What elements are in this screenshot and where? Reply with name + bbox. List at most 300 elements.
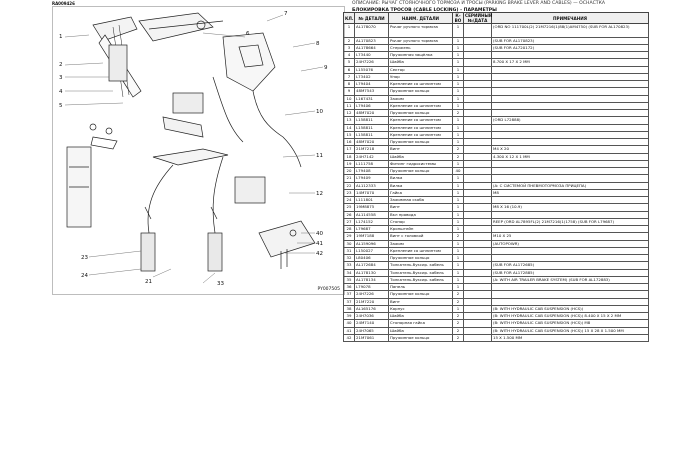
table-row (344, 182, 649, 189)
table-row (344, 327, 649, 334)
cell-serial (464, 124, 492, 131)
cell-part-number: 24H7226 (355, 291, 389, 298)
cell-key: 7 (344, 73, 355, 80)
cell-part-name: Толкатель-буксир. кабель (389, 269, 453, 276)
cell-notes: (SUB FOR AL170823) (492, 37, 649, 44)
table-row (344, 218, 649, 225)
cell-part-name: Зажим (389, 240, 453, 247)
col-header-serial: СЕРИЙНЫЙ №/ДАТА (465, 13, 493, 23)
callout-8: 8 (316, 41, 320, 47)
cell-serial (464, 160, 492, 167)
cell-qty: 1 (453, 284, 464, 291)
cell-part-number: 21M7220 (355, 298, 389, 305)
col-header-qty: К-ВО (453, 13, 464, 24)
cell-key: 12 (344, 110, 355, 117)
cell-part-name: Крепление со шплинтом (389, 124, 453, 131)
cell-key: 28 (344, 226, 355, 233)
table-row (344, 117, 649, 124)
side-bracket (235, 177, 265, 203)
cell-notes: M10 X 25 (492, 233, 649, 240)
table-row (344, 334, 649, 341)
cell-key: 32 (344, 255, 355, 262)
drawing-id: PY007505 (317, 287, 340, 292)
callout-33: 33 (217, 281, 224, 287)
cell-key: 36 (344, 284, 355, 291)
cell-notes: (SUB FOR AL172685) (492, 262, 649, 269)
cell-key: 41 (344, 327, 355, 334)
cable-left (148, 165, 173, 233)
table-row (344, 24, 649, 38)
cell-part-name: Винт с головкой (389, 233, 453, 240)
cell-serial (464, 189, 492, 196)
cell-part-name: Пружинное кольцо (389, 168, 453, 175)
cell-qty: 1 (453, 139, 464, 146)
cell-qty: 1 (453, 81, 464, 88)
cell-notes (492, 255, 649, 262)
table-row (344, 255, 649, 262)
cell-qty: 1 (453, 276, 464, 283)
table-row (344, 52, 649, 59)
table-row (344, 88, 649, 95)
cell-serial (464, 44, 492, 51)
cell-serial (464, 298, 492, 305)
cell-key: 31 (344, 247, 355, 254)
cell-part-number: L167431 (355, 95, 389, 102)
cover-panel (223, 33, 275, 91)
cell-notes: (B: WITH HYDRAULIC CAB SUSPENSION (HCS)) 8.400 X 15 X 2 MM (492, 313, 649, 320)
cell-notes: 8.700 X 17 X 2 MM (492, 59, 649, 66)
cell-key: 29 (344, 233, 355, 240)
callout-40: 40 (316, 231, 323, 237)
cell-qty: 2 (453, 153, 464, 160)
cell-notes (492, 291, 649, 298)
cell-notes: (B: WITH HYDRAULIC CAB SUSPENSION (HCS)) (492, 305, 649, 312)
cell-notes: REEP (ORD AL7895FL(2) 21M7216(1)1758) (SUB FOR L79687) (492, 218, 649, 225)
cell-part-name: Пружинная защёлка (389, 52, 453, 59)
spring-detail (145, 207, 217, 219)
cell-qty: 1 (453, 59, 464, 66)
cell-qty: 1 (453, 24, 464, 38)
cell-part-name: Крепление со шплинтом (389, 102, 453, 109)
cell-part-number: 24M7140 (355, 320, 389, 327)
cell-part-name: Пружинное кольцо (389, 255, 453, 262)
cell-part-number: 21M7218 (355, 146, 389, 153)
cell-serial (464, 52, 492, 59)
cell-notes (492, 211, 649, 218)
cell-key: 40 (344, 320, 355, 327)
cell-key: 23 (344, 189, 355, 196)
cell-part-number: 21M7061 (355, 334, 389, 341)
cell-notes (492, 52, 649, 59)
section-title: БЛОКИРОВКА ТРОСОВ (CABLE LOCKING) - ПАРАМЕТРЫ (352, 8, 497, 13)
cell-part-number: L111801 (355, 197, 389, 204)
cell-qty: 1 (453, 66, 464, 73)
cell-key: 34 (344, 269, 355, 276)
cell-part-number: AL112333 (355, 182, 389, 189)
cell-notes (492, 81, 649, 88)
cell-part-number: AL170823 (355, 37, 389, 44)
cell-notes (492, 95, 649, 102)
table-row (344, 305, 649, 312)
cell-part-name: Пружинное кольцо (389, 291, 453, 298)
cell-notes: (SUB FOR AL720172) (492, 44, 649, 51)
cell-serial (464, 37, 492, 44)
cell-notes (492, 226, 649, 233)
cell-serial (464, 226, 492, 233)
col-header-notes: ПРИМЕЧАНИЯ (492, 13, 649, 24)
cell-qty: 1 (453, 102, 464, 109)
cell-part-number: L73402 (355, 73, 389, 80)
table-row (344, 233, 649, 240)
cell-key: 35 (344, 276, 355, 283)
cell-key: 6 (344, 66, 355, 73)
cell-part-name: Крепление со шплинтом (389, 247, 453, 254)
cell-serial (464, 182, 492, 189)
cell-qty: 1 (453, 95, 464, 102)
cell-serial (464, 131, 492, 138)
table-row (344, 102, 649, 109)
cell-part-number: L158811 (355, 131, 389, 138)
callout-10: 10 (316, 109, 323, 115)
cell-part-number: 48M7020 (355, 110, 389, 117)
cell-key: 10 (344, 95, 355, 102)
cell-qty: 2 (453, 320, 464, 327)
cell-notes (492, 88, 649, 95)
cell-notes: M8 (492, 189, 649, 196)
cell-part-number: L79404 (355, 81, 389, 88)
callout-11: 11 (316, 153, 323, 159)
callout-7: 7 (284, 11, 288, 17)
table-row (344, 81, 649, 88)
cell-key: 21 (344, 175, 355, 182)
cell-serial (464, 81, 492, 88)
cell-qty: 1 (453, 117, 464, 124)
cell-part-number: L155076 (355, 66, 389, 73)
cell-serial (464, 247, 492, 254)
cell-qty: 1 (453, 255, 464, 262)
lock-plate (91, 137, 117, 149)
cell-part-number: AL178134 (355, 276, 389, 283)
cell-part-number: AL178664 (355, 44, 389, 51)
cell-notes (492, 139, 649, 146)
cell-part-number: L158811 (355, 124, 389, 131)
cell-notes: (A: WITH AIR TRAILER BRAKE SYSTEM) (SUB FOR AL172883) (492, 276, 649, 283)
cell-part-number: L174152 (355, 218, 389, 225)
cable-end-right (208, 233, 222, 271)
cell-part-name: Стопор (389, 218, 453, 225)
cable-end-left (141, 233, 155, 271)
cell-key: 18 (344, 153, 355, 160)
cell-notes (492, 175, 649, 182)
cell-part-number: 24H7142 (355, 153, 389, 160)
cell-part-name: Шайба (389, 153, 453, 160)
cell-serial (464, 146, 492, 153)
washer-icon (90, 124, 96, 130)
table-row (344, 168, 649, 175)
cell-key: 9 (344, 88, 355, 95)
cell-part-name: Винт (389, 146, 453, 153)
cell-qty: 1 (453, 240, 464, 247)
table-row (344, 44, 649, 51)
cell-key: 14 (344, 124, 355, 131)
cell-notes (492, 284, 649, 291)
cell-serial (464, 276, 492, 283)
cell-key: 39 (344, 313, 355, 320)
cell-notes (492, 298, 649, 305)
cell-part-name: Вилка (389, 175, 453, 182)
sector-plate (109, 45, 127, 81)
table-row (344, 139, 649, 146)
callout-4: 4 (59, 89, 63, 95)
table-row (344, 291, 649, 298)
cell-serial (464, 168, 492, 175)
cell-notes: (ORD L72888) (492, 117, 649, 124)
table-row (344, 240, 649, 247)
cell-key: 11 (344, 102, 355, 109)
cell-part-number: AL159096 (355, 240, 389, 247)
cell-part-name: Толкатель-буксир. кабель (389, 276, 453, 283)
callout-5: 5 (59, 103, 63, 109)
cell-key: 4 (344, 52, 355, 59)
cell-serial (464, 305, 492, 312)
callout-2: 2 (59, 62, 63, 68)
cell-qty: 1 (453, 131, 464, 138)
cell-qty: 1 (453, 226, 464, 233)
table-row (344, 269, 649, 276)
cell-part-number: AL172684 (355, 262, 389, 269)
table-row (344, 197, 649, 204)
cell-serial (464, 102, 492, 109)
cell-serial (464, 139, 492, 146)
cell-part-name: Шайба (389, 313, 453, 320)
pin-icon (106, 128, 112, 134)
cell-notes: M4 X 20 (492, 146, 649, 153)
cell-serial (464, 175, 492, 182)
cell-serial (464, 211, 492, 218)
cell-key: 13 (344, 117, 355, 124)
cell-qty: 1 (453, 124, 464, 131)
cell-part-number: AL178070 (355, 24, 389, 38)
cell-part-name: Рычаг ручного тормоза (389, 37, 453, 44)
cell-notes: 15 X 1.500 MM (492, 334, 649, 341)
cell-qty: 1 (453, 73, 464, 80)
cell-key: 17 (344, 146, 355, 153)
cell-qty: 1 (453, 269, 464, 276)
cell-key: 19 (344, 160, 355, 167)
cell-part-number: L158811 (355, 117, 389, 124)
table-row (344, 66, 649, 73)
cell-qty: 1 (453, 189, 464, 196)
callout-41: 41 (316, 241, 323, 247)
callout-24: 24 (81, 273, 88, 279)
cell-serial (464, 313, 492, 320)
cell-qty: 1 (453, 197, 464, 204)
cell-serial (464, 73, 492, 80)
cell-notes: 4.300 X 12 X 1 MM (492, 153, 649, 160)
cell-serial (464, 240, 492, 247)
table-row (344, 73, 649, 80)
cell-qty: 1 (453, 204, 464, 211)
cell-key: 42 (344, 334, 355, 341)
cell-part-number: 19M7188 (355, 233, 389, 240)
cell-qty: 1 (453, 182, 464, 189)
cell-notes (492, 124, 649, 131)
cell-qty: 2 (453, 298, 464, 305)
parts-table (343, 12, 649, 342)
cell-part-name: Упор (389, 73, 453, 80)
cell-part-number: L150027 (355, 247, 389, 254)
cell-notes: (SUB FOR AL172885) (492, 269, 649, 276)
cell-qty: 2 (453, 327, 464, 334)
cell-part-number: 24H7065 (355, 327, 389, 334)
cell-notes: (B: WITH HYDRAULIC CAB SUSPENSION (HCS)) M8 (492, 320, 649, 327)
cell-serial (464, 269, 492, 276)
cell-qty: 1 (453, 175, 464, 182)
table-row (344, 262, 649, 269)
cell-part-number: L80406 (355, 255, 389, 262)
cell-qty: 1 (453, 305, 464, 312)
table-row (344, 211, 649, 218)
table-row (344, 153, 649, 160)
cell-notes: (ORD NO 111700L(2) 21M7216(1)88(1)AM4750) (SUB FOR AL170823) (492, 24, 649, 38)
cell-part-name: Вилка (389, 182, 453, 189)
table-row (344, 313, 649, 320)
table-row (344, 110, 649, 117)
cell-qty: 2 (453, 233, 464, 240)
cell-serial (464, 291, 492, 298)
cell-serial (464, 88, 492, 95)
cell-part-name: Винт (389, 298, 453, 305)
cell-part-name: Корпус (389, 305, 453, 312)
parts-table-body (344, 24, 649, 342)
cell-part-number: AL114558 (355, 211, 389, 218)
lever-handle (93, 17, 137, 41)
callout-23: 23 (81, 255, 88, 261)
cell-serial (464, 218, 492, 225)
callout-6: 6 (246, 31, 250, 37)
cell-notes (492, 73, 649, 80)
cell-notes: M8 X 16 (10.9) (492, 204, 649, 211)
cell-part-number: 48M7020 (355, 139, 389, 146)
cell-part-name: Пружинное кольцо (389, 88, 453, 95)
cell-qty: 2 (453, 110, 464, 117)
cell-qty: 1 (453, 247, 464, 254)
cell-part-name: Гайка (389, 189, 453, 196)
cell-notes (492, 131, 649, 138)
cell-part-name: Стержень (389, 44, 453, 51)
cell-qty: 1 (453, 37, 464, 44)
cell-part-number: L111758 (355, 160, 389, 167)
cell-key: 22 (344, 182, 355, 189)
table-row (344, 276, 649, 283)
cell-serial (464, 197, 492, 204)
cell-serial (464, 117, 492, 124)
cell-serial (464, 24, 492, 38)
cable-mid (213, 77, 243, 142)
cell-part-name: Шайба (389, 327, 453, 334)
cell-notes (492, 160, 649, 167)
cell-part-name: Пружинное кольцо (389, 334, 453, 341)
cell-part-number: 14M7070 (355, 189, 389, 196)
upper-bracket (139, 13, 213, 41)
diagram-svg (53, 7, 344, 294)
callout-9: 9 (324, 65, 328, 71)
table-row (344, 204, 649, 211)
cell-qty: 2 (453, 146, 464, 153)
cell-part-name: Крепление со шплинтом (389, 117, 453, 124)
table-row (344, 146, 649, 153)
cell-notes (492, 102, 649, 109)
header-description: ОПИСАНИЕ: РЫЧАГ СТОЯНОЧНОГО ТОРМОЗА И ТРОСЫ (PARKING BRAKE LEVER AND CABLES) — ОСНАСТКА (352, 1, 606, 6)
cell-part-name: Шайба (389, 59, 453, 66)
col-header-part-number: № ДЕТАЛИ (355, 13, 389, 24)
cell-part-name: Зажимная скоба (389, 197, 453, 204)
cell-key: 37 (344, 291, 355, 298)
cell-part-number: L79408 (355, 168, 389, 175)
table-row (344, 247, 649, 254)
exploded-parts-diagram (52, 6, 345, 295)
cell-part-name: Крепление со шплинтом (389, 131, 453, 138)
cell-notes: (AUTOPOWR) (492, 240, 649, 247)
table-row (344, 189, 649, 196)
table-row (344, 95, 649, 102)
cell-qty: 1 (453, 160, 464, 167)
cell-part-name: Кронштейн (389, 226, 453, 233)
cell-serial (464, 334, 492, 341)
cell-qty: 1 (453, 218, 464, 225)
clamp-base (163, 117, 203, 137)
cell-serial (464, 204, 492, 211)
cell-key: 38 (344, 305, 355, 312)
cell-serial (464, 255, 492, 262)
cell-part-number: 48M7543 (355, 88, 389, 95)
cell-qty: 40 (453, 168, 464, 175)
cell-key: 30 (344, 240, 355, 247)
cell-serial (464, 66, 492, 73)
cable-mount (153, 149, 228, 165)
cell-notes (492, 247, 649, 254)
cell-key: 1 (344, 24, 355, 38)
cell-serial (464, 59, 492, 66)
table-row (344, 320, 649, 327)
cell-part-name: Вкл провода (389, 211, 453, 218)
cell-part-number: 24H7036 (355, 313, 389, 320)
callout-42: 42 (316, 251, 323, 257)
clamp-bracket (173, 93, 203, 113)
cell-key: 2 (344, 37, 355, 44)
cell-qty: 1 (453, 211, 464, 218)
cell-serial (464, 110, 492, 117)
table-header-row (344, 13, 649, 24)
cell-part-name: Зажим (389, 95, 453, 102)
table-row (344, 226, 649, 233)
cell-key: 16 (344, 139, 355, 146)
cell-part-name: Пружинное кольцо (389, 139, 453, 146)
cell-notes: (A: С СИСТЕМОЙ ПНЕВМОТОРМОЗА ПРИЦЕПА) (492, 182, 649, 189)
table-row (344, 37, 649, 44)
table-row (344, 160, 649, 167)
cell-serial (464, 153, 492, 160)
cell-serial (464, 95, 492, 102)
callout-21: 21 (145, 279, 152, 285)
cell-notes (492, 168, 649, 175)
cell-serial (464, 233, 492, 240)
cell-key: 15 (344, 131, 355, 138)
cell-part-name: Фитинг гидросистемы (389, 160, 453, 167)
col-header-part-name: НАИМ. ДЕТАЛИ (389, 13, 453, 24)
callout-3: 3 (59, 75, 63, 81)
callout-1: 1 (59, 34, 63, 40)
